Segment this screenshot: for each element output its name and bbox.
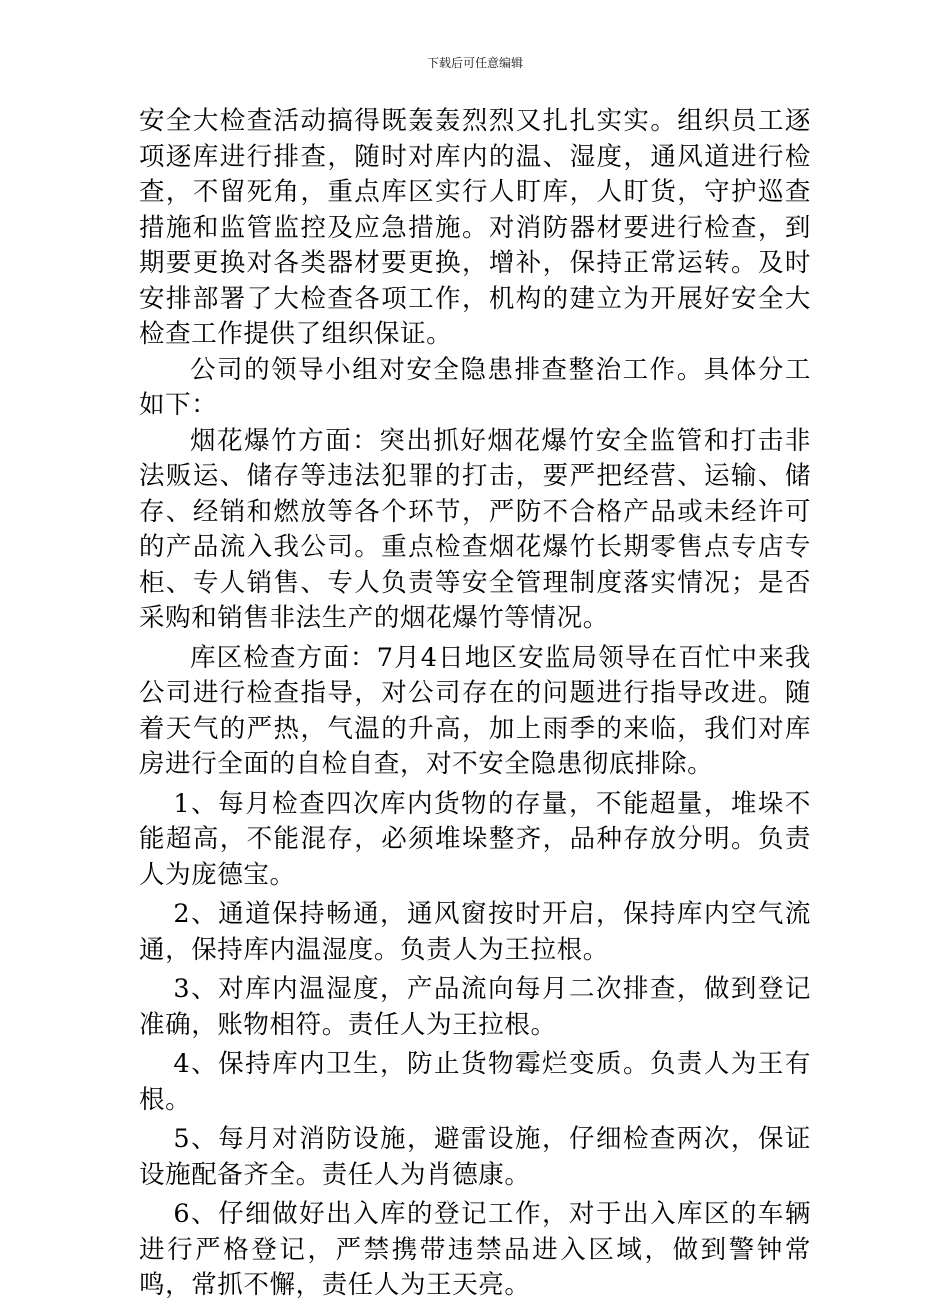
list-item-4: 4、保持库内卫生，防止货物霉烂变质。负责人为王有根。	[139, 1049, 811, 1115]
paragraph-fireworks: 烟花爆竹方面：突出抓好烟花爆竹安全监管和打击非法贩运、储存等违法犯罪的打击，要严把经营、运输、储存、经销和燃放等各个环节，严防不合格产品或未经许可的产品流入我公司。重点检查烟花爆竹长期零售点专店专柜、专人销售、专人负责等安全管理制度落实情况；是否采购和销售非法生产的烟花爆竹等情况。	[139, 425, 811, 633]
page-header: 下载后可任意编辑	[426, 56, 523, 70]
paragraph-division-of-work: 公司的领导小组对安全隐患排查整治工作。具体分工如下：	[139, 354, 811, 420]
paragraph-warehouse-inspection: 库区检查方面：7月4日地区安监局领导在百忙中来我公司进行检查指导，对公司存在的问题进行指导改进。随着天气的严热，气温的升高，加上雨季的来临，我们对库房进行全面的自检自查，对不安全隐患彻底排除。	[139, 642, 811, 779]
document-body	[139, 104, 811, 1304]
list-item-2: 2、通道保持畅通，通风窗按时开启，保持库内空气流通，保持库内温湿度。负责人为王拉根。	[139, 899, 811, 965]
paragraph-safety-inspection: 安全大检查活动搞得既轰轰烈烈又扎扎实实。组织员工逐项逐库进行排查，随时对库内的温、湿度，通风道进行检查，不留死角，重点库区实行人盯库，人盯货，守护巡查措施和监管监控及应急措施。对消防器材要进行检查，到期要更换对各类器材要更换，增补，保持正常运转。及时安排部署了大检查各项工作，机构的建立为开展好安全大检查工作提供了组织保证。	[139, 106, 811, 349]
list-item-3: 3、对库内温湿度，产品流向每月二次排查，做到登记准确，账物相符。责任人为王拉根。	[139, 974, 811, 1040]
list-item-5: 5、每月对消防设施，避雷设施，仔细检查两次，保证设施配备齐全。责任人为肖德康。	[139, 1124, 811, 1190]
list-item-1: 1、每月检查四次库内货物的存量，不能超量，堆垛不能超高，不能混存，必须堆垛整齐，品种存放分明。负责人为庞德宝。	[139, 788, 811, 890]
list-item-6: 6、仔细做好出入库的登记工作，对于出入库区的车辆进行严格登记，严禁携带违禁品进入区域，做到警钟常鸣，常抓不懈，责任人为王天亮。	[139, 1199, 811, 1300]
